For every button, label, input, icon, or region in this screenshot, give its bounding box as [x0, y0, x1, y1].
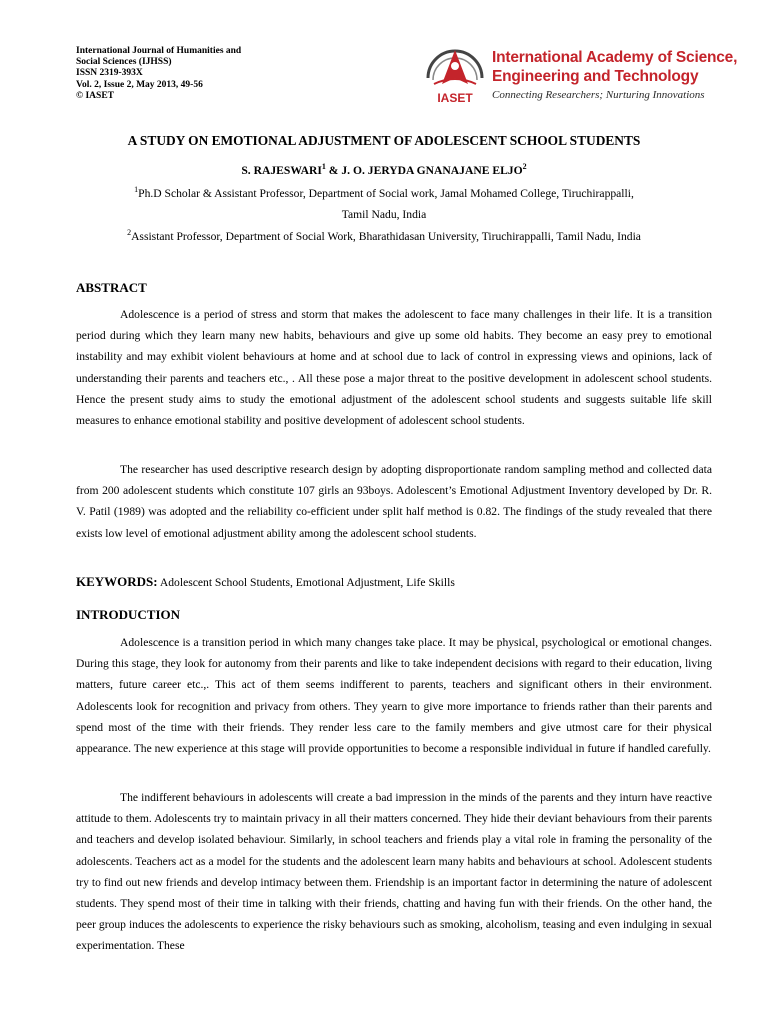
- journal-line: © IASET: [76, 90, 114, 101]
- affiliation-2-text: Assistant Professor, Department of Social Work, Bharathidasan University, Tiruchirappalli, Tamil Nadu, India: [131, 230, 641, 243]
- keywords-label: KEYWORDS:: [76, 574, 158, 589]
- journal-line: Vol. 2, Issue 2, May 2013, 49-56: [76, 79, 203, 90]
- affiliation-2-sup: 2: [127, 228, 132, 238]
- logo-line-1: International Academy of Science,: [492, 49, 738, 66]
- abstract-paragraph-2: The researcher has used descriptive research design by adopting disproportionate random sampling method and collected data from 200 adolescent students which constitute 107 girls an 93boys. Adolescent’s Emotional Adjustment Inventory developed by Dr. R. V. Patil (1989) was adopted and the reliability co-efficient under split half method is 0.82. The findings of the study revealed that there exists low level of emotional adjustment ability among the adolescent school students.: [76, 463, 712, 540]
- journal-line: ISSN 2319-393X: [76, 68, 143, 79]
- journal-line: Social Sciences (IJHSS): [76, 57, 172, 68]
- journal-line: International Journal of Humanities and: [76, 46, 242, 56]
- introduction-heading: INTRODUCTION: [76, 607, 181, 622]
- logo-wordmark: [492, 48, 742, 102]
- author-1-sup: 1: [321, 162, 326, 172]
- affiliation-1-line-1: Ph.D Scholar & Assistant Professor, Department of Social work, Jamal Mohamed College, Tiruchirappalli,: [138, 187, 634, 200]
- logo-tagline: Connecting Researchers; Nurturing Innovations: [492, 89, 705, 101]
- abstract-paragraph-1: Adolescence is a period of stress and storm that makes the adolescent to face many challenges in their life. It is a transition period during which they learn many new habits, behaviours and give up some old habits. They become an easy prey to emotional instability and may exhibit violent behaviours at home and at school due to lack of control in expressing views and opinions, lack of understanding their parents and teachers etc., . All these pose a major threat to the positive development in adolescent school students. Hence the present study aims to study the emotional adjustment of the adolescent school students and suggests suitable life skill measures to enhance emotional stability and positive development of adolescent school students.: [76, 308, 712, 428]
- introduction-paragraph-1: Adolescence is a transition period in which many changes take place. It may be physical, psychological or emotional changes. During this stage, they look for autonomy from their parents and like to take independent decisions with regard to their education, living matters, future career etc.,. This act of them seems indifferent to parents, teachers and significant others in their environment. Adolescents look for recognition and privacy from others. They yearn to give more importance to friends rather than their parents and spend most of the time with their friends. They render less care to the family members and give utmost care for their physical appearance. The new experience at this stage will provide opportunities to become a responsible individual in future if handled carefully.: [76, 636, 712, 756]
- logo-line-2: Engineering and Technology: [492, 68, 699, 85]
- affiliation-1-sup: 1: [134, 185, 139, 195]
- keywords-text: Adolescent School Students, Emotional Adjustment, Life Skills: [157, 576, 455, 589]
- affiliation-1: [0, 187, 768, 200]
- author-1: S. RAJESWARI: [241, 164, 322, 177]
- iaset-logo-icon: [424, 44, 486, 108]
- author-line: [0, 164, 768, 177]
- svg-text:IASET: IASET: [437, 91, 473, 105]
- affiliation-1-line-2: Tamil Nadu, India: [341, 208, 427, 221]
- author-separator: &: [325, 164, 342, 177]
- author-2: J. O. JERYDA GNANAJANE ELJO: [341, 164, 523, 177]
- affiliation-2: [0, 230, 768, 243]
- abstract-heading: ABSTRACT: [76, 280, 147, 295]
- author-2-sup: 2: [522, 162, 527, 172]
- paper-title: A STUDY ON EMOTIONAL ADJUSTMENT OF ADOLESCENT SCHOOL STUDENTS: [127, 133, 641, 148]
- journal-info: [76, 46, 276, 102]
- keywords: [76, 574, 455, 590]
- introduction-paragraph-2: The indifferent behaviours in adolescents will create a bad impression in the minds of the parents and they inturn have reactive attitude to them. Adolescents try to maintain privacy in all their matters concerned. They hide their deviant behaviours from their parents and teachers and develop isolated behaviour. Similarly, in school teachers and friends play a vital role in framing the personality of the adolescents. Teachers act as a model for the students and the adolescent learn many habits and behaviours at school. Adolescent students try to find out new friends and develop intimacy between them. Friendship is an important factor in determining the nature of adolescent students. They spend most of their time in talking with their friends, chatting and having fun with their friends. On the other hand, the peer group induces the adolescents to experience the risky behaviours such as smoking, alcoholism, teasing and even indulging in sexual experimentation. These: [76, 791, 712, 953]
